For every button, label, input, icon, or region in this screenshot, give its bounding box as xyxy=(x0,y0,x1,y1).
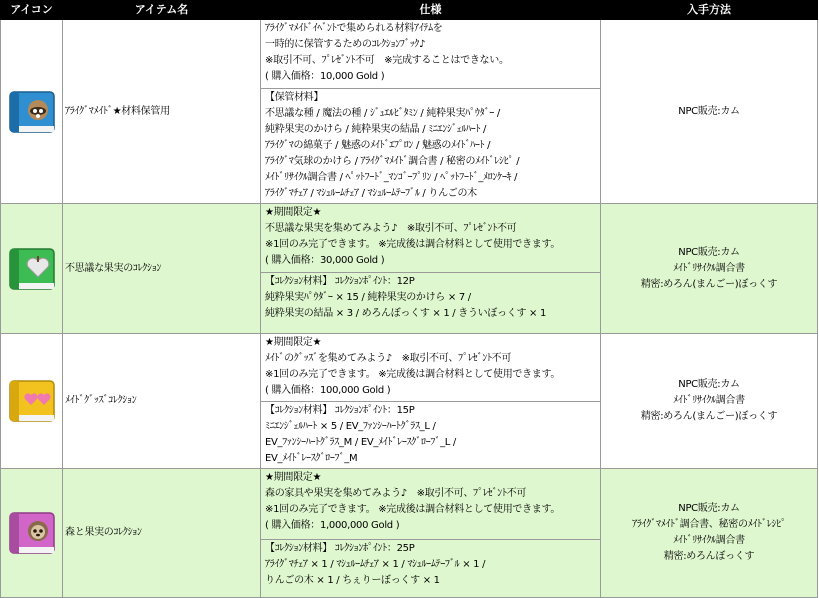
header-acquire: 入手方法 xyxy=(601,1,818,20)
table-row xyxy=(1,334,818,402)
item-name: ﾒｲﾄﾞｸﾞｯｽﾞｺﾚｸｼｮﾝ xyxy=(63,334,261,469)
spec-materials: 【ｺﾚｸｼｮﾝ材料】 ｺﾚｸｼｮﾝﾎﾟｲﾝﾄ：25P ｱﾗｲｸﾞﾏﾁｪｱ × 1 / ﾏｼｭﾙｰﾑﾁｪｱ × 1 / ﾏｼｭﾙｰﾑﾃｰﾌﾞﾙ × 1 / りんごの木 × 1 / ちぇりーぼっくす × 1 xyxy=(261,540,601,598)
acquire-method: NPC販売:カム xyxy=(601,20,818,204)
icon-cell xyxy=(1,469,63,598)
table-row xyxy=(1,20,818,89)
spec-materials: 【ｺﾚｸｼｮﾝ材料】 ｺﾚｸｼｮﾝﾎﾟｲﾝﾄ：12P 純粋果実ﾊﾟｳﾀﾞｰ × 15 / 純粋果実のかけら × 7 / 純粋果実の結晶 × 3 / めろんぼっくす × 1 / きういぼっくす × 1 xyxy=(261,273,601,334)
spec-materials: 【ｺﾚｸｼｮﾝ材料】 ｺﾚｸｼｮﾝﾎﾟｲﾝﾄ：15P ﾐﾆｴﾝｼﾞｪﾙﾊｰﾄ × 5 / EV_ﾌｧﾝｼｰﾊｰﾄｸﾞﾗｽ_L / EV_ﾌｧﾝｼｰﾊｰﾄｸﾞﾗｽ_M / EV_ﾒｲﾄﾞﾚｰｽｸﾞﾛｰﾌﾞ_L / EV_ﾒｲﾄﾞﾚｰｽｸﾞﾛｰﾌﾞ_M xyxy=(261,402,601,469)
book-sloth-icon xyxy=(6,507,58,559)
book-raccoon-icon xyxy=(6,86,58,138)
book-heart-gift-icon xyxy=(6,243,58,295)
acquire-method: NPC販売:カム ﾒｲﾄﾞﾘｻｲｸﾙ調合書 精密:めろん(まんごー)ぼっくす xyxy=(601,204,818,334)
item-name: 不思議な果実のｺﾚｸｼｮﾝ xyxy=(63,204,261,334)
icon-cell xyxy=(1,334,63,469)
acquire-method: NPC販売:カム ﾒｲﾄﾞﾘｻｲｸﾙ調合書 精密:めろん(まんごー)ぼっくす xyxy=(601,334,818,469)
acquire-method: NPC販売:カム ｱﾗｲｸﾞﾏﾒｲﾄﾞ調合書、秘密のﾒｲﾄﾞﾚｼﾋﾟ ﾒｲﾄﾞﾘｻｲｸﾙ調合書 精密:めろんぼっくす xyxy=(601,469,818,598)
spec-summary: ｱﾗｲｸﾞﾏﾒｲﾄﾞｲﾍﾞﾝﾄで集められる材料ｱｲﾃﾑを 一時的に保管するためのｺﾚｸｼｮﾝﾌﾞｯｸ♪ ※取引不可、ﾌﾟﾚｾﾞﾝﾄ不可 ※完成することはできない。 ( 購入価格：10,000 Gold ) xyxy=(261,20,601,89)
item-name: 森と果実のｺﾚｸｼｮﾝ xyxy=(63,469,261,598)
spec-materials: 【保管材料】 不思議な種 / 魔法の種 / ｼﾞｭｴﾙﾋﾞﾀﾐﾝ / 純粋果実ﾊﾟｳﾀﾞｰ / 純粋果実のかけら / 純粋果実の結晶 / ﾐﾆｴﾝｼﾞｪﾙﾊｰﾄ / ｱﾗｲｸﾞﾏの綿菓子 / 魅惑のﾒｲﾄﾞｴﾌﾟﾛﾝ / 魅惑のﾒｲﾄﾞﾊｰﾄ / ｱﾗｲｸﾞﾏ気球のかけら / ｱﾗｲｸﾞﾏﾒｲﾄﾞ調合書 / 秘密のﾒｲﾄﾞﾚｼﾋﾟ / ﾒｲﾄﾞﾘｻｲｸﾙ調合書 / ﾍﾟｯﾄﾌｰﾄﾞ_ﾏﾝｺﾞｰﾌﾟﾘﾝ / ﾍﾟｯﾄﾌｰﾄﾞ_ﾒﾛﾝｹｰｷ / ｱﾗｲｸﾞﾏﾁｪｱ / ﾏｼｭﾙｰﾑﾁｪｱ / ﾏｼｭﾙｰﾑﾃｰﾌﾞﾙ / りんごの木 xyxy=(261,89,601,204)
book-hearts-icon xyxy=(6,375,58,427)
header-name: アイテム名 xyxy=(63,1,261,20)
icon-cell xyxy=(1,204,63,334)
icon-cell xyxy=(1,20,63,204)
header-row xyxy=(1,1,818,20)
header-spec: 仕様 xyxy=(261,1,601,20)
table-row xyxy=(1,204,818,273)
spec-summary: ★期間限定★ 不思議な果実を集めてみよう♪ ※取引不可、ﾌﾟﾚｾﾞﾝﾄ不可 ※1回のみ完了できます。 ※完成後は調合材料として使用できます。 ( 購入価格：30,000 Gold ) xyxy=(261,204,601,273)
item-name: ｱﾗｲｸﾞﾏﾒｲﾄﾞ★材料保管用 xyxy=(63,20,261,204)
spec-summary: ★期間限定★ 森の家具や果実を集めてみよう♪ ※取引不可、ﾌﾟﾚｾﾞﾝﾄ不可 ※1回のみ完了できます。 ※完成後は調合材料として使用できます。 ( 購入価格：1,000,000 Gold ) xyxy=(261,469,601,540)
table-row xyxy=(1,469,818,540)
spec-summary: ★期間限定★ ﾒｲﾄﾞのｸﾞｯｽﾞを集めてみよう♪ ※取引不可、ﾌﾟﾚｾﾞﾝﾄ不可 ※1回のみ完了できます。 ※完成後は調合材料として使用できます。 ( 購入価格：100,000 Gold ) xyxy=(261,334,601,402)
header-icon: アイコン xyxy=(1,1,63,20)
